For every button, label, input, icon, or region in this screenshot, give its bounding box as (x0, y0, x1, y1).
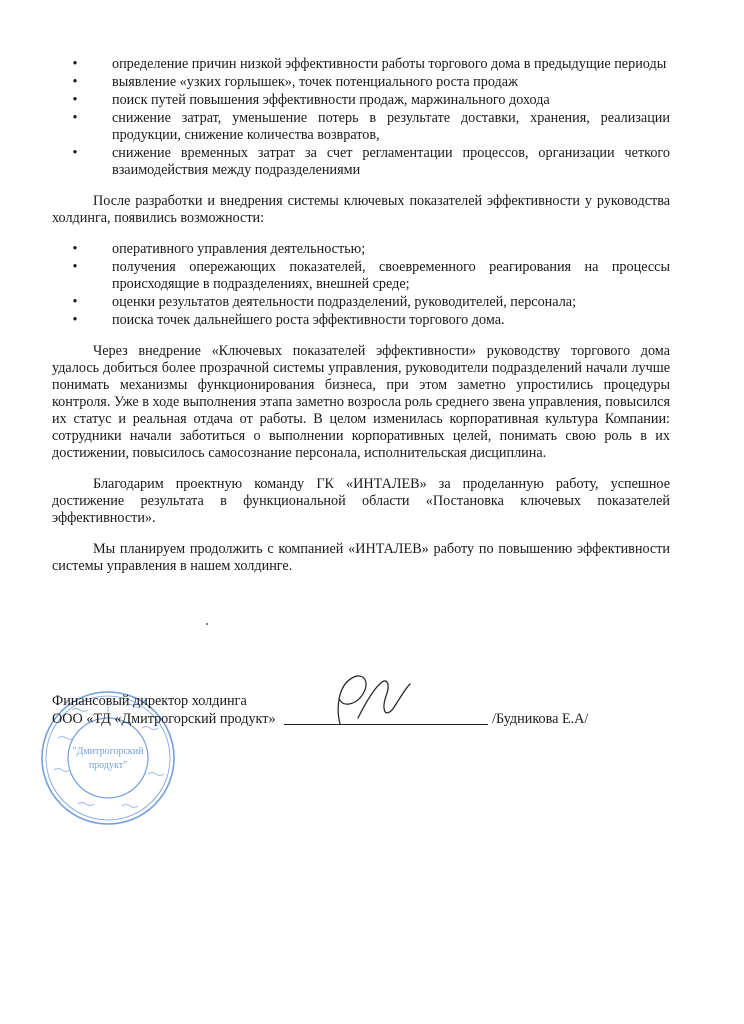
bullet-icon: • (72, 56, 78, 72)
list-item: • снижение затрат, уменьшение потерь в результате доставки, хранения, реализации продукции, снижение количества возвратов, (52, 110, 670, 144)
list-item: • определение причин низкой эффективности работы торгового дома в предыдущие периоды (52, 56, 670, 73)
letter-body (52, 56, 670, 589)
paragraph-results: Через внедрение «Ключевых показателей эффективности» руководству торгового дома удалось добиться более прозрачной системы управления, руководители подразделений начали лучше понимать механизмы функционирования бизнеса, при этом заметно упростились процедуры контроля. Уже в ходе выполнения этапа заметно возросла роль среднего звена управления, повысился их статус и реальная отдача от работы. В целом изменилась корпоративная культура Компании: сотрудники начали заботиться о выполнении корпоративных целей, понимать свою роль в их достижении, повысилось самосознание персонала, исполнительская дисциплина. (52, 343, 670, 461)
list-item: • оценки результатов деятельности подразделений, руководителей, персонала; (52, 294, 670, 311)
signature-row (52, 710, 672, 730)
bullet-icon: • (72, 241, 78, 257)
bullet-icon: • (72, 312, 78, 328)
signature-block (52, 692, 672, 730)
opportunities-list (52, 241, 670, 329)
goals-list (52, 56, 670, 179)
list-item: • снижение временных затрат за счет регламентации процессов, организации четкого взаимодействия между подразделениями (52, 145, 670, 179)
list-item: • поиска точек дальнейшего роста эффективности торгового дома. (52, 312, 670, 329)
paragraph-plans: Мы планируем продолжить с компанией «ИНТАЛЕВ» работу по повышению эффективности системы управления в нашем холдинге. (52, 541, 670, 574)
list-item: • выявление «узких горлышек», точек потенциального роста продаж (52, 74, 670, 91)
bullet-icon: • (72, 92, 78, 108)
signature-line (284, 724, 488, 725)
bullet-icon: • (72, 110, 78, 126)
signer-organization: ООО «ТД «Дмитрогорский продукт» (52, 711, 276, 727)
signer-name: /Будникова Е.А/ (492, 711, 589, 727)
bullet-icon: • (72, 259, 78, 275)
seal-text-line1: "Дмитрогорский (72, 746, 144, 757)
bullet-icon: • (72, 145, 78, 161)
list-item: • получения опережающих показателей, своевременного реагирования на процессы происходящие в подразделениях, внешней среде; (52, 259, 670, 293)
seal-text-line2: продукт" (88, 760, 128, 771)
scan-speck (206, 623, 208, 625)
bullet-icon: • (72, 74, 78, 90)
list-item: • оперативного управления деятельностью; (52, 241, 670, 258)
paragraph-thanks: Благодарим проектную команду ГК «ИНТАЛЕВ» за проделанную работу, успешное достижение результата в функциональной области «Постановка ключевых показателей эффективности». (52, 476, 670, 526)
list-item: • поиск путей повышения эффективности продаж, маржинального дохода (52, 92, 670, 109)
bullet-icon: • (72, 294, 78, 310)
signer-position: Финансовый директор холдинга (52, 693, 247, 709)
paragraph-intro-opportunities: После разработки и внедрения системы ключевых показателей эффективности у руководства холдинга, появились возможности: (52, 193, 670, 226)
